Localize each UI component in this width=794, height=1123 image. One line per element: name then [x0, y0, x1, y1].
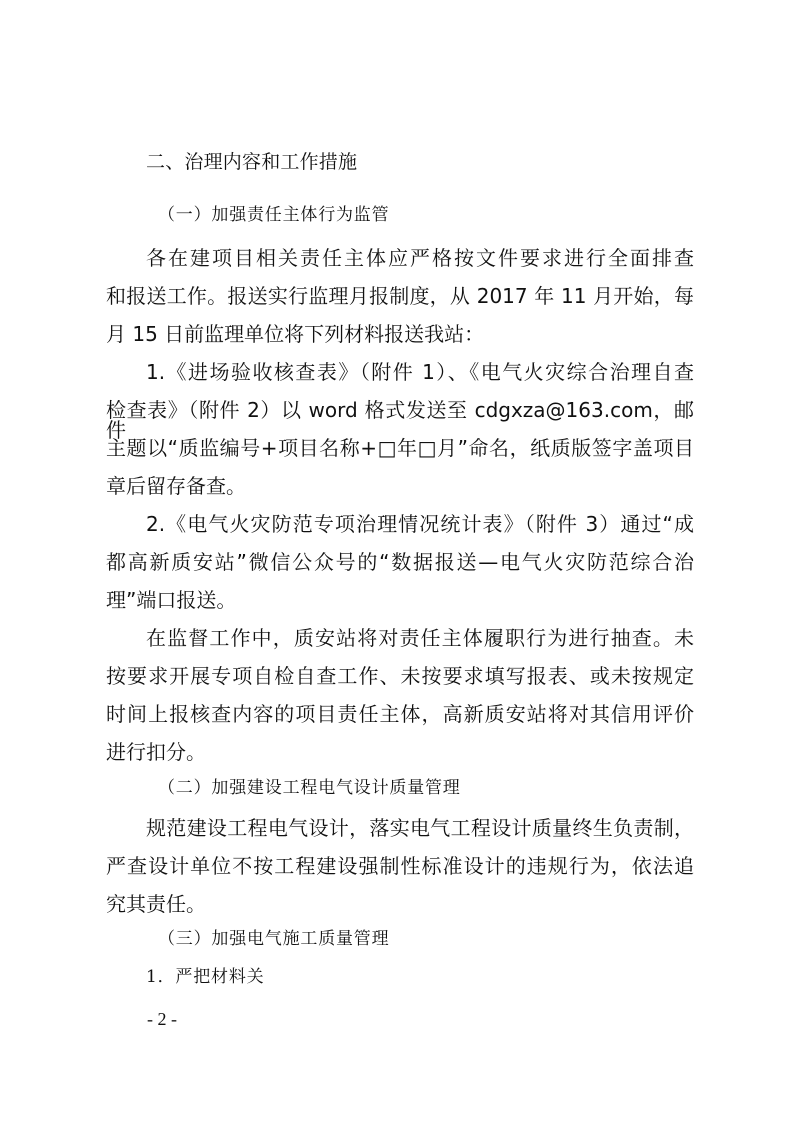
paragraph-line: 究其责任。	[106, 892, 206, 916]
paragraph-line: 和报送工作。报送实行监理月报制度，从 2017 年 11 月开始，每	[106, 284, 694, 308]
page-number: - 2 -	[147, 1009, 177, 1029]
list-item-1-line: 1.《进场验收核查表》（附件 1）、《电气火灾综合治理自查	[146, 360, 694, 384]
list-item-1-line: 检查表》（附件 2）以 word 格式发送至 cdgxza@163.com，邮件	[106, 398, 694, 442]
subsection-heading-1: （一）加强责任主体行为监管	[158, 205, 390, 225]
subsection-heading-2: （二）加强建设工程电气设计质量管理	[158, 778, 461, 798]
list-item-2-line: 2.《电气火灾防范专项治理情况统计表》（附件 3）通过“成	[146, 512, 694, 536]
paragraph-line: 在监督工作中，质安站将对责任主体履职行为进行抽查。未	[146, 626, 694, 650]
paragraph-line: 进行扣分。	[106, 740, 206, 764]
paragraph-line: 时间上报核查内容的项目责任主体，高新质安站将对其信用评价	[106, 702, 694, 726]
numbered-subitem: 1．严把材料关	[146, 967, 265, 987]
paragraph-line: 月 15 日前监理单位将下列材料报送我站：	[106, 322, 485, 346]
paragraph-line: 按要求开展专项自检自查工作、未按要求填写报表、或未按规定	[106, 664, 694, 688]
subsection-heading-3: （三）加强电气施工质量管理	[158, 929, 390, 949]
paragraph-line: 规范建设工程电气设计，落实电气工程设计质量终生负责制，	[146, 816, 694, 840]
list-item-1-line: 主题以“质监编号+项目名称+□年□月”命名，纸质版签字盖项目	[106, 436, 694, 460]
section-heading: 二、治理内容和工作措施	[146, 151, 358, 173]
paragraph-line: 严查设计单位不按工程建设强制性标准设计的违规行为，依法追	[106, 854, 694, 878]
paragraph-line: 各在建项目相关责任主体应严格按文件要求进行全面排查	[146, 246, 694, 270]
list-item-2-line: 都高新质安站”微信公众号的“数据报送—电气火灾防范综合治	[106, 550, 694, 574]
list-item-2-line: 理”端口报送。	[106, 588, 237, 612]
list-item-1-line: 章后留存备查。	[106, 474, 246, 498]
